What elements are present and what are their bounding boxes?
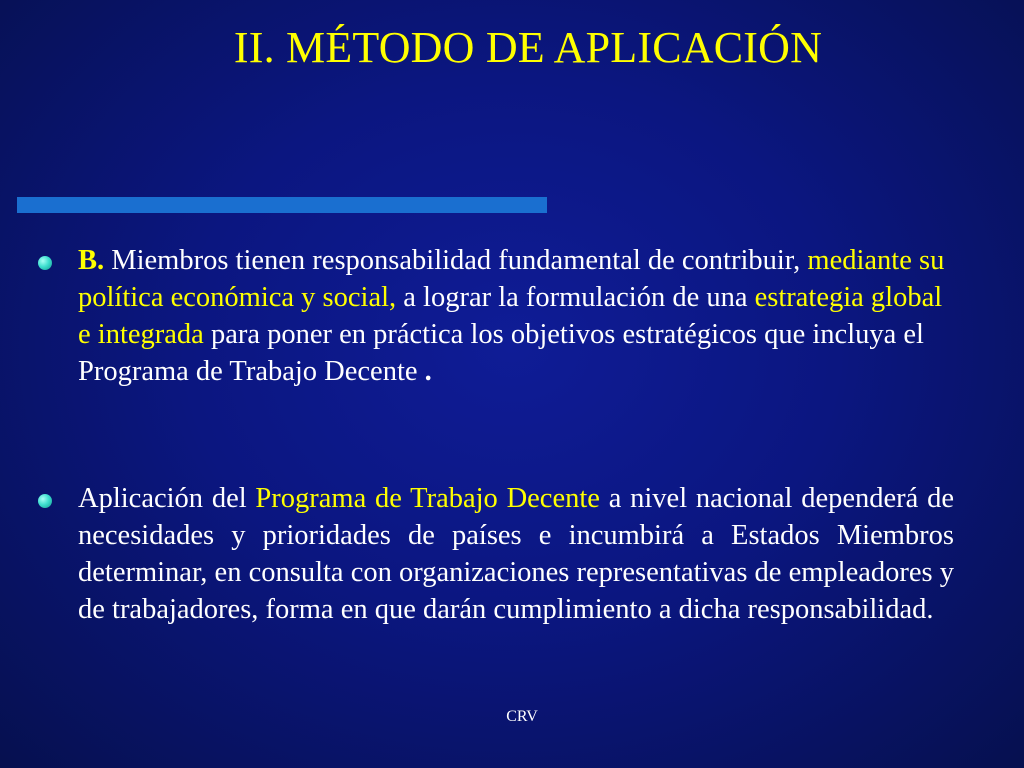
bullet-1-part-4: estrategia global e integrada bbox=[78, 282, 943, 350]
title-underline-bar bbox=[17, 197, 547, 213]
bullet-1-part-1: Miembros tienen responsabilidad fundamental de contribuir, bbox=[104, 245, 808, 276]
bullet-text-2 bbox=[78, 480, 954, 628]
bullet-2-part-1: Programa de Trabajo Decente bbox=[255, 483, 600, 514]
slide-title: II. MÉTODO DE APLICACIÓN bbox=[233, 23, 823, 72]
bullet-text-1 bbox=[78, 242, 954, 390]
bullet-dot-icon bbox=[38, 494, 52, 508]
bullet-1-part-5: para poner en práctica los objetivos estratégicos que incluya el Programa de Trabajo Decente bbox=[78, 319, 924, 387]
bullet-2-part-0: Aplicación del bbox=[78, 483, 256, 514]
bullet-1-part-3: a lograr la formulación de una bbox=[396, 282, 755, 313]
bullet-1-part-6: . bbox=[424, 356, 432, 387]
bullet-1-part-2: mediante su política económica y social, bbox=[78, 245, 945, 313]
bullet-1-part-0: B. bbox=[78, 245, 105, 276]
slide-footer: CRV bbox=[506, 708, 538, 725]
bullet-2-part-2: a nivel nacional dependerá de necesidades y prioridades de países e incumbirá a Estados Miembros determinar, en consulta con organizaciones representativas de empleadores y de trabajadores, forma en que darán cumplimiento a dicha responsabilidad. bbox=[78, 483, 954, 625]
bullet-dot-icon bbox=[38, 256, 52, 270]
